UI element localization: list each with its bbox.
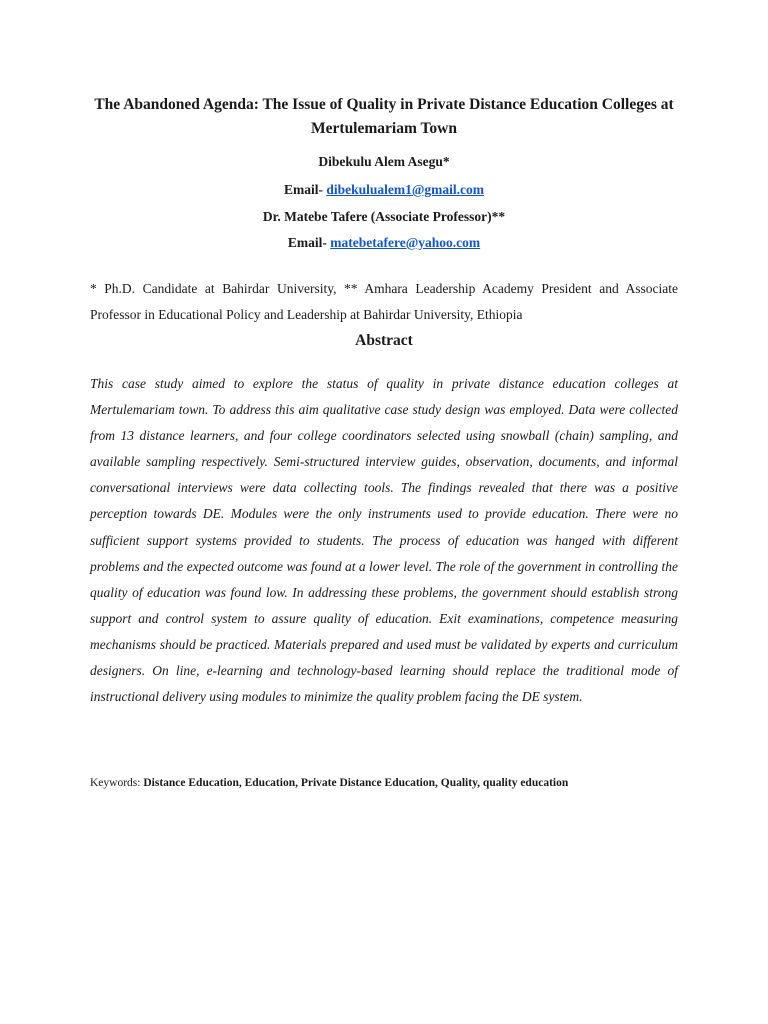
author-1-email-label: Email- <box>283 182 327 197</box>
keywords-label: Keywords: <box>90 777 144 789</box>
author-1-email-line <box>90 181 678 199</box>
author-2-name: Dr. Matebe Tafere (Associate Professor)** <box>262 209 506 224</box>
keywords-values: Distance Education, Education, Private Distance Education, Quality, quality education <box>143 777 569 789</box>
keywords-line <box>90 775 690 791</box>
abstract-heading: Abstract <box>355 332 413 349</box>
author-2-email-line <box>90 234 678 252</box>
author-2-email-label: Email- <box>287 235 331 250</box>
author-1-email-link[interactable]: dibekulualem1@gmail.com <box>326 182 485 197</box>
affiliations: * Ph.D. Candidate at Bahirdar University, ** Amhara Leadership Academy President and Associate Professor in Educational Policy and Leadership at Bahirdar University, Ethiopia <box>90 281 678 322</box>
abstract-body: This case study aimed to explore the status of quality in private distance education colleges at Mertulemariam town. To address this aim qualitative case study design was employed. Data were collected from 13 distance learners, and four college coordinators selected using snowball (chain) sampling, and available sampling respectively. Semi-structured interview guides, observation, documents, and informal conversational interviews were data collecting tools. The findings revealed that there was a positive perception towards DE. Modules were the only instruments used to provide education. There were no sufficient support systems provided to students. The process of education was hanged with different problems and the expected outcome was found at a lower level. The role of the government in controlling the quality of education was found low. In addressing these problems, the government should establish strong support and control system to assure quality of education. Exit examinations, competence measuring mechanisms should be practiced. Materials prepared and used must be validated by experts and curriculum designers. On line, e-learning and technology-based learning should replace the traditional mode of instructional delivery using modules to minimize the quality problem facing the DE system. <box>90 376 678 705</box>
author-2-email-link[interactable]: matebetafere@yahoo.com <box>330 235 481 250</box>
paper-title: The Abandoned Agenda: The Issue of Quality in Private Distance Education Colleges at Mertulemariam Town <box>94 96 674 137</box>
author-1-name: Dibekulu Alem Asegu* <box>318 154 450 169</box>
